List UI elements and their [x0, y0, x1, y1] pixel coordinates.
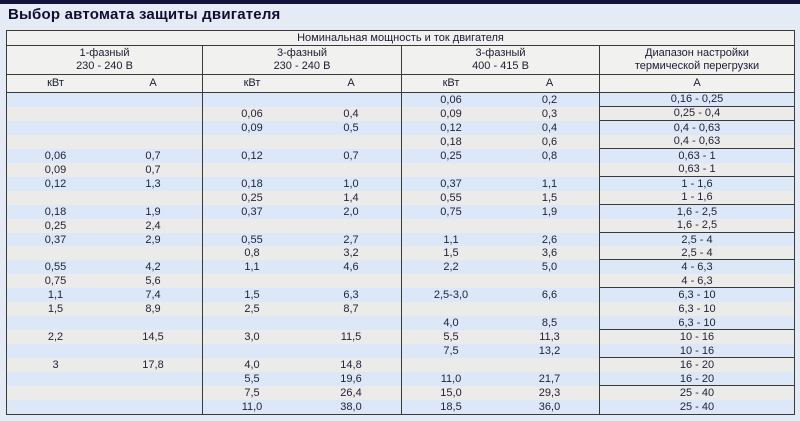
- table-cell: 0,25: [44, 219, 67, 232]
- table-cell: 7,5: [202, 386, 301, 400]
- table-cell: 4,0: [401, 316, 500, 330]
- table-cell: 1,1: [401, 233, 500, 247]
- table-cell: 21,7: [538, 373, 561, 386]
- table-cell: [301, 344, 401, 358]
- table-cell: 7,5: [401, 344, 500, 358]
- table-cell: [500, 163, 599, 177]
- table-cell: [7, 121, 104, 135]
- overload-range-cell: 1 - 1,6: [599, 191, 794, 205]
- table-cell: 0,09: [401, 107, 500, 121]
- table-cell: 18,5: [401, 400, 500, 414]
- table-row: [7, 358, 794, 372]
- table-cell: 2,0: [343, 205, 359, 218]
- table-row: [7, 274, 794, 288]
- table-cell: 8,9: [145, 303, 161, 316]
- table-row: [7, 177, 794, 191]
- table-cell: [7, 400, 104, 414]
- table-cell: 29,3: [538, 386, 561, 399]
- table-row: [7, 149, 794, 163]
- table-cell: [7, 135, 104, 149]
- table-cell: [401, 358, 500, 372]
- table-row: [7, 330, 794, 344]
- group-header-4: Диапазон настройки термической перегрузки: [599, 46, 794, 74]
- table-cell: [500, 219, 599, 233]
- overload-range-cell: 6,3 - 10: [599, 302, 794, 316]
- table-cell: 0,75: [401, 205, 500, 219]
- table-cell: 0,5: [343, 121, 359, 134]
- table-cell: 11,3: [539, 331, 560, 344]
- overload-range-cell: 4 - 6,3: [599, 274, 794, 288]
- table-cell: 0,55: [401, 191, 500, 205]
- table-cell: [202, 344, 301, 358]
- table-cell: 0,55: [202, 233, 301, 247]
- table-cell: [301, 316, 401, 330]
- table-cell: [104, 135, 202, 149]
- overload-range-cell: 6,3 - 10: [599, 288, 794, 302]
- table-cell: [104, 107, 202, 121]
- overload-range-cell: 1,6 - 2,5: [599, 219, 794, 233]
- table-cell: 2,9: [145, 233, 161, 246]
- overload-range-cell: 10 - 16: [599, 330, 794, 344]
- overload-range-cell: 2,5 - 4: [599, 233, 794, 247]
- table-row: [7, 344, 794, 358]
- table-cell: [301, 163, 401, 177]
- table-cell: [401, 163, 500, 177]
- table-cell: 0,7: [145, 149, 161, 162]
- table-cell: [401, 274, 500, 288]
- table-row: [7, 163, 794, 177]
- table-cell: 14,8: [340, 359, 362, 372]
- table-cell: 11,0: [202, 400, 301, 414]
- table-cell: 1,1: [541, 177, 558, 190]
- table-cell: 3,6: [541, 247, 558, 260]
- table-cell: [104, 316, 202, 330]
- table-cell: 1,5: [541, 191, 558, 204]
- table-cell: 4,6: [343, 261, 359, 274]
- table-cell: [301, 274, 401, 288]
- table-cell: 1,3: [145, 177, 161, 190]
- subcolumn-header: кВт: [202, 75, 301, 92]
- table-cell: 15,0: [401, 386, 500, 400]
- overload-range-cell: 4 - 6,3: [599, 260, 794, 274]
- table-cell: 0,37: [202, 205, 301, 219]
- table-cell: 0,06: [401, 93, 500, 107]
- table-cell: 14,5: [142, 331, 164, 344]
- table-cell: 1,5: [47, 303, 64, 316]
- table-cell: [7, 372, 104, 386]
- table-cell: 0,18: [44, 205, 67, 218]
- table-cell: [7, 344, 104, 358]
- table-cell: 2,2: [47, 331, 64, 344]
- overload-range-cell: 1,6 - 2,5: [599, 205, 794, 219]
- table-cell: 0,7: [145, 163, 161, 176]
- overload-range-cell: 25 - 40: [599, 400, 794, 414]
- table-cell: 1,9: [145, 205, 161, 218]
- overload-range-cell: 0,25 - 0,4: [599, 107, 794, 121]
- table-cell: 2,7: [343, 233, 359, 246]
- overload-range-cell: 16 - 20: [599, 372, 794, 386]
- table-row: [7, 93, 794, 107]
- group-header-1: 1-фазный 230 - 240 В: [76, 47, 133, 72]
- table-cell: 2,4: [145, 219, 161, 232]
- table-cell: 0,09: [44, 163, 67, 176]
- table-cell: [104, 191, 202, 205]
- table-cell: 4,0: [202, 358, 301, 372]
- table-row: [7, 260, 794, 274]
- overload-range-cell: 1 - 1,6: [599, 177, 794, 191]
- table-cell: [202, 316, 301, 330]
- table-cell: [7, 93, 104, 107]
- table-cell: [104, 246, 202, 260]
- table-cell: 0,7: [343, 149, 359, 162]
- table-cell: 1,0: [343, 177, 359, 190]
- table-cell: 7,4: [145, 289, 161, 302]
- table-cell: [301, 219, 401, 233]
- table-cell: [104, 372, 202, 386]
- table-span-header: Номинальная мощность и ток двигателя: [7, 31, 794, 46]
- table-cell: 3,0: [202, 330, 301, 344]
- table-cell: [7, 316, 104, 330]
- table-cell: 1,4: [343, 191, 359, 204]
- table-cell: 1,9: [541, 205, 558, 218]
- table-row: [7, 400, 794, 414]
- overload-range-cell: 25 - 40: [599, 386, 794, 400]
- table-cell: 38,0: [340, 400, 362, 413]
- table-cell: 13,2: [538, 345, 561, 358]
- overload-range-cell: 0,63 - 1: [599, 149, 794, 163]
- table-cell: 0,37: [44, 233, 67, 246]
- table-cell: [301, 93, 401, 107]
- table-row: [7, 288, 794, 302]
- subcolumn-header: кВт: [401, 75, 500, 92]
- table-cell: 2,5-3,0: [401, 288, 500, 302]
- group-header-2: 3-фазный 230 - 240 В: [202, 46, 401, 74]
- table-cell: 36,0: [538, 400, 561, 413]
- table-cell: [7, 246, 104, 260]
- table-cell: 11,5: [340, 331, 362, 344]
- table-cell: 0,25: [401, 149, 500, 163]
- table-cell: 0,55: [44, 261, 67, 274]
- table-cell: 0,18: [401, 135, 500, 149]
- table-cell: 19,6: [340, 373, 362, 386]
- subcolumn-header: кВт: [47, 77, 64, 89]
- page-title: Выбор автомата защиты двигателя: [8, 6, 281, 23]
- table-cell: 0,06: [202, 107, 301, 121]
- table-cell: [301, 135, 401, 149]
- table-cell: 5,0: [541, 261, 558, 274]
- table-row: [7, 372, 794, 386]
- table-cell: 5,6: [145, 275, 161, 288]
- table-cell: [202, 93, 301, 107]
- table-cell: [202, 219, 301, 233]
- table-cell: 1,1: [47, 289, 64, 302]
- overload-range-cell: 0,4 - 0,63: [599, 135, 794, 149]
- table-row: [7, 191, 794, 205]
- table-row: [7, 316, 794, 330]
- table-cell: 3: [52, 359, 59, 372]
- overload-range-cell: 0,63 - 1: [599, 163, 794, 177]
- overload-range-cell: 10 - 16: [599, 344, 794, 358]
- table-cell: 0,12: [401, 121, 500, 135]
- table-cell: 5,5: [202, 372, 301, 386]
- group-header-3: 3-фазный 400 - 415 В: [401, 46, 599, 74]
- table-cell: 4,2: [145, 261, 161, 274]
- table-cell: 8,5: [541, 317, 558, 330]
- table-cell: [104, 93, 202, 107]
- subcolumn-header: А: [149, 77, 157, 89]
- table-row: [7, 246, 794, 260]
- table-row: [7, 135, 794, 149]
- table-cell: [104, 400, 202, 414]
- table-cell: 0,25: [202, 191, 301, 205]
- table-cell: [500, 358, 599, 372]
- table-cell: 0,4: [541, 121, 558, 134]
- table-cell: [104, 344, 202, 358]
- table-cell: 5,5: [401, 330, 500, 344]
- table-row: [7, 219, 794, 233]
- table-cell: 1,1: [202, 260, 301, 274]
- table-cell: [104, 386, 202, 400]
- table-cell: 0,3: [541, 107, 558, 120]
- table-cell: 0,8: [541, 149, 558, 162]
- overload-range-cell: 6,3 - 10: [599, 316, 794, 330]
- subcolumn-header: А: [347, 77, 355, 89]
- motor-protection-table: [6, 30, 795, 415]
- table-cell: [7, 107, 104, 121]
- table-row: [7, 233, 794, 247]
- overload-range-cell: 0,16 - 0,25: [599, 93, 794, 107]
- table-row: [7, 121, 794, 135]
- table-cell: [104, 121, 202, 135]
- table-cell: [500, 302, 599, 316]
- table-cell: 8,7: [343, 303, 359, 316]
- table-cell: 3,2: [343, 247, 359, 260]
- overload-range-cell: 2,5 - 4: [599, 246, 794, 260]
- overload-range-cell: 16 - 20: [599, 358, 794, 372]
- table-body: [7, 93, 794, 414]
- table-cell: 11,0: [401, 372, 500, 386]
- table-cell: 0,06: [44, 149, 67, 162]
- table-cell: 0,8: [202, 246, 301, 260]
- table-cell: [7, 386, 104, 400]
- table-cell: 0,12: [202, 149, 301, 163]
- table-subcolumn-header-row: [7, 75, 794, 93]
- table-row: [7, 302, 794, 316]
- table-cell: 6,6: [541, 289, 558, 302]
- table-cell: 1,5: [202, 288, 301, 302]
- table-cell: 2,6: [541, 233, 558, 246]
- table-cell: 2,5: [202, 302, 301, 316]
- table-cell: 6,3: [343, 289, 359, 302]
- subcolumn-header: А: [599, 75, 794, 92]
- table-cell: [202, 135, 301, 149]
- table-cell: [401, 219, 500, 233]
- table-row: [7, 205, 794, 219]
- table-cell: 0,09: [202, 121, 301, 135]
- subcolumn-header: А: [545, 77, 554, 89]
- table-cell: 0,12: [44, 177, 67, 190]
- overload-range-cell: 0,4 - 0,63: [599, 121, 794, 135]
- table-cell: 0,37: [401, 177, 500, 191]
- table-group-header-row: [7, 46, 794, 75]
- table-cell: 0,4: [343, 107, 359, 120]
- table-row: [7, 386, 794, 400]
- table-cell: 1,5: [401, 246, 500, 260]
- table-cell: [401, 302, 500, 316]
- table-cell: 0,2: [541, 93, 558, 106]
- table-row: [7, 107, 794, 121]
- table-cell: [202, 163, 301, 177]
- table-cell: [7, 191, 104, 205]
- table-cell: 2,2: [401, 260, 500, 274]
- table-cell: 0,6: [541, 135, 558, 148]
- table-cell: 26,4: [340, 386, 362, 399]
- top-accent-bar: [0, 0, 800, 4]
- table-cell: 0,18: [202, 177, 301, 191]
- table-cell: 17,8: [142, 359, 164, 372]
- table-cell: 0,75: [44, 275, 67, 288]
- table-cell: [202, 274, 301, 288]
- table-cell: [500, 274, 599, 288]
